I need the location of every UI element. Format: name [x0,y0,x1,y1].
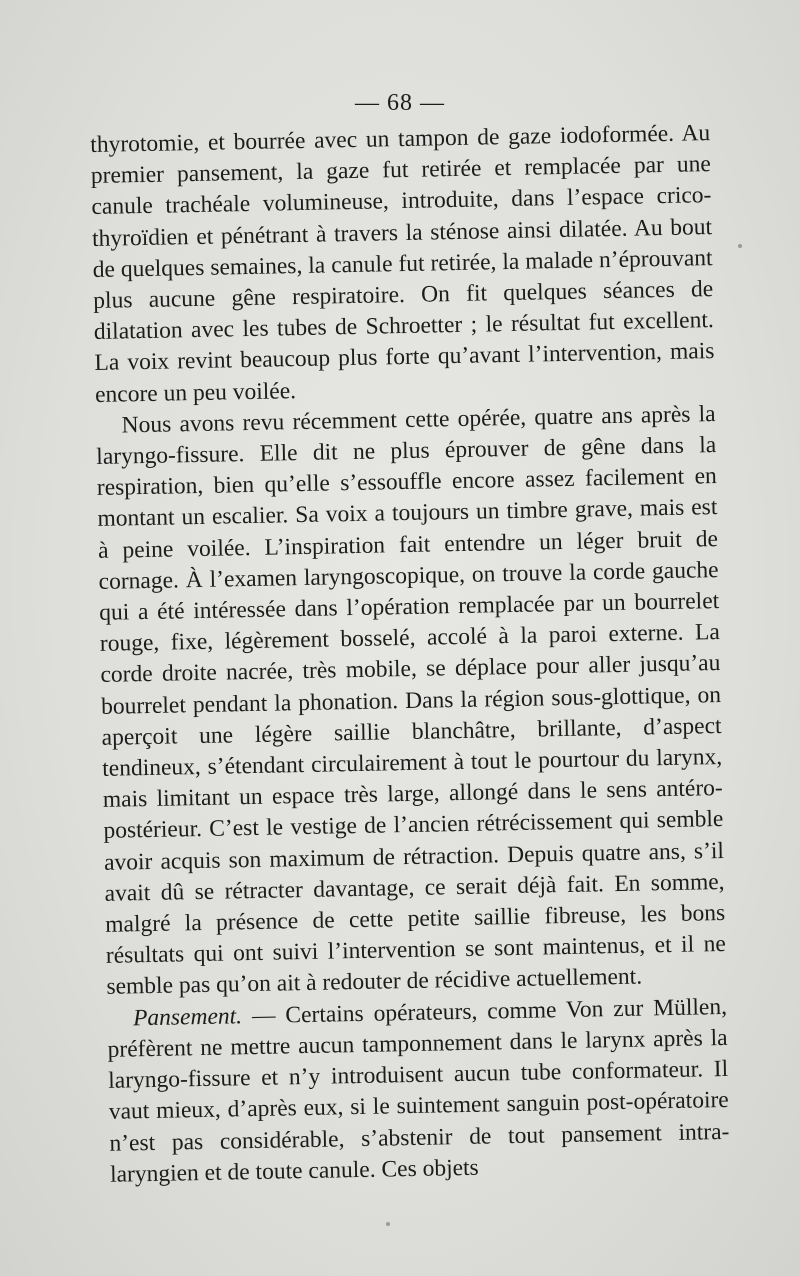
paper-speck [386,1222,390,1226]
body-text [90,118,730,1191]
paragraph-pansement-text: — Certains opérateurs, comme Von zur Müllen, préfèrent ne mettre aucun tamponnement dans le larynx après la laryngo-fissure et n’y introduisent aucun tube conformateur. Il vaut mieux, d’après eux, si le suintement sanguin post-opératoire n’est pas considérable, s’abstenir de tout pansement intra-laryngien et de toute canule. Ces objets [107,993,730,1188]
section-lead-pansement: Pansement. [132,1002,243,1032]
paragraph-continuation: thyrotomie, et bourrée avec un tampon de gaze iodoformée. Au premier pansement, la gaze fut retirée et remplacée par une canule trachéale volumineuse, introduite, dans l’espace crico-thyroïdien et pénétrant à travers la sténose ainsi dilatée. Au bout de quelques semaines, la canule fut retirée, la malade n’éprouvant plus aucune gêne respiratoire. On fit quelques séances de dilatation avec les tubes de Schroetter ; le résultat fut excellent. La voix revint beaucoup plus forte qu’avant l’intervention, mais encore un peu voilée. [90,120,715,408]
page-number: — 68 — [355,90,445,116]
paragraph-pansement [107,992,730,1191]
paper-speck [738,244,742,248]
paragraph-follow-up: Nous avons revu récemment cette opérée, quatre ans après la laryngo-fissure. Elle dit ne plus éprouver de gêne dans la respiration, bien qu’elle s’essouffle encore assez facilement en montant un escalier. Sa voix a toujours un timbre grave, mais est à peine voilée. L’inspiration fait entendre un léger bruit de cornage. À l’examen laryngoscopique, on trouve la corde gauche qui a été intéressée dans l’opération remplacée par un bourrelet rouge, fixe, légèrement bosselé, accolé à la paroi externe. La corde droite nacrée, très mobile, se déplace pour aller jusqu’au bourrelet pendant la phonation. Dans la région sous-glottique, on aperçoit une légère saillie blanchâtre, brillante, d’aspect tendineux, s’étendant circulairement à tout le pourtour du larynx, mais limitant un espace très large, allongé dans le sens antéro-postérieur. C’est le vestige de l’ancien rétrécissement qui semble avoir acquis son maximum de rétraction. Depuis quatre ans, s’il avait dû se rétracter davantage, ce serait déjà fait. En somme, malgré la présence de cette petite saillie fibreuse, les bons résultats qui ont suivi l’intervention se sont maintenus, et il ne semble pas qu’on ait à redouter de récidive actuellement. [96,400,726,1001]
